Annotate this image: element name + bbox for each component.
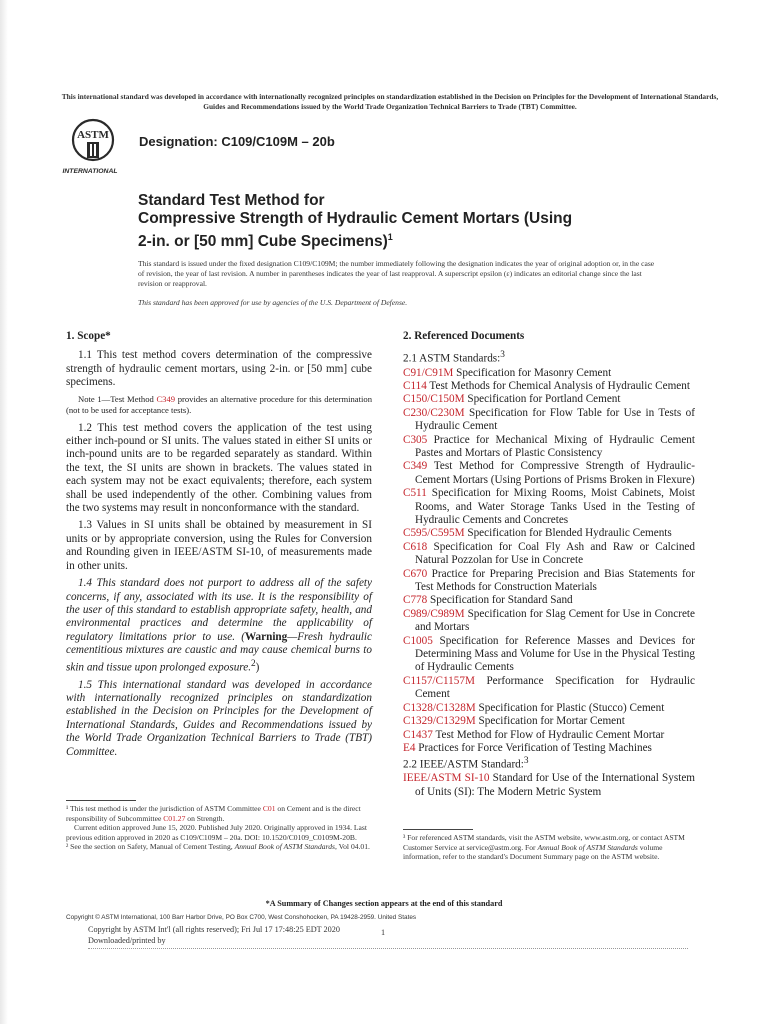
scope-heading: 1. Scope*	[66, 330, 111, 342]
page-number: 1	[381, 928, 386, 937]
cutoff-text-line	[88, 946, 688, 952]
document-title	[138, 192, 658, 251]
reference-link[interactable]: E4	[403, 741, 416, 754]
footnote-divider	[66, 800, 136, 801]
reference-link[interactable]: C989/C989M	[403, 607, 465, 620]
astm-standards-label: 2.1 ASTM Standards:$^3$	[403, 350, 505, 366]
reference-item: C618 Specification for Coal Fly Ash and Raw or Calcined Natural Pozzolan for Use in Concrete	[403, 540, 695, 567]
page-edge-shadow	[0, 0, 8, 1024]
reference-item: C778 Specification for Standard Sand	[403, 594, 573, 607]
footnote-1: ¹ This test method is under the jurisdiction of ASTM Committee C01 on Cement and is the direct responsibility of Subcommittee C01.27 on Strength.	[66, 804, 361, 823]
reference-link[interactable]: C305	[403, 433, 428, 446]
title-line-1: Standard Test Method for	[138, 192, 325, 209]
reference-item: C230/C230M Specification for Flow Table for Use in Tests of Hydraulic Cement	[403, 406, 695, 433]
reference-link[interactable]: C114	[403, 379, 427, 392]
reference-item: C511 Specification for Mixing Rooms, Moist Cabinets, Moist Rooms, and Water Storage Tanks Used in the Testing of Hydraulic Cements and Concretes	[403, 487, 695, 527]
referenced-documents-section	[403, 330, 695, 799]
reference-link[interactable]: C1005	[403, 634, 433, 647]
reference-link[interactable]: C349	[403, 460, 428, 473]
reference-item: C1157/C1157M Performance Specification for Hydraulic Cement	[403, 674, 695, 701]
footnotes-left	[66, 800, 372, 852]
reference-item: C305 Practice for Mechanical Mixing of Hydraulic Cement Pastes and Mortars of Plastic Consistency	[403, 433, 695, 459]
reference-item-ieee: IEEE/ASTM SI-10 Standard for Use of the International System of Units (SI): The Modern Metric System	[403, 772, 695, 798]
footnote-1-edition: Current edition approved June 15, 2020. Published July 2020. Originally approved in 1934. Last previous edition approved in 2020 as C109/C109M – 20a. DOI: 10.1520/C0109_C0109M-20B.	[66, 823, 367, 842]
logo-letters: ASTM	[77, 129, 109, 141]
refs-heading: 2. Referenced Documents	[403, 330, 525, 342]
reference-item: C1437 Test Method for Flow of Hydraulic Cement Mortar	[403, 728, 665, 741]
scope-1-2: 1.2 This test method covers the application of the test using either inch-pound or SI units. The values stated in either SI units or inch-pound units are to be regarded separately as standard. Within the text, the SI units are shown in brackets. The values stated in each system may not be exact equivalents; therefore, each system shall be used independently of the other. Combining values from the two systems may result in nonconformance with the standard.	[66, 421, 372, 515]
ref-link-ieee[interactable]: IEEE/ASTM SI-10	[403, 772, 490, 785]
standard-notice: This international standard was developed in accordance with internationally recognized principles on standardization established in the Decision on Principles for the Development of International Standards, Guides and Recommendations issued by the World Trade Organization Technical Barriers to Trade (TBT) Committee.	[61, 92, 719, 111]
reference-link[interactable]: C230/C230M	[403, 406, 465, 419]
reference-item: E4 Practices for Force Verification of Testing Machines	[403, 741, 652, 754]
reference-item: C91/C91M Specification for Masonry Cement	[403, 366, 612, 379]
reference-item: C1328/C1328M Specification for Plastic (Stucco) Cement	[403, 701, 665, 714]
ieee-standard-label: 2.2 IEEE/ASTM Standard:$^3$	[403, 756, 529, 772]
link-c01-27[interactable]: C01.27	[163, 813, 186, 823]
scope-1-5: 1.5 This international standard was developed in accordance with internationally recognized principles on standardization established in the Decision on Principles for the Development of International Standards, Guides and Recommendations issued by the World Trade Organization Technical Barriers to Trade (TBT) Committee.	[66, 678, 372, 758]
reference-item: C670 Practice for Preparing Precision and Bias Statements for Test Methods for Construction Materials	[403, 567, 695, 594]
reference-link[interactable]: C670	[403, 567, 428, 580]
scope-1-1: 1.1 This test method covers determination of the compressive strength of hydraulic cement mortars, using 2-in. or [50 mm] cube specimens.	[66, 349, 372, 389]
reference-item: C349 Test Method for Compressive Strength of Hydraulic-Cement Mortars (Using Portions of Prisms Broken in Flexure)	[403, 460, 695, 486]
reference-link[interactable]: C1328/C1328M	[403, 701, 476, 714]
reference-link[interactable]: C595/C595M	[403, 527, 465, 540]
logo-caption: INTERNATIONAL	[62, 168, 118, 175]
reference-item: C989/C989M Specification for Slag Cement for Use in Concrete and Mortars	[403, 607, 695, 634]
title-footnote-marker: 1	[387, 232, 393, 242]
reference-link[interactable]: C1157/C1157M	[403, 674, 475, 687]
issue-statement: This standard is issued under the fixed designation C109/C109M; the number immediately following the designation indicates the year of original adoption or, in the case of revision, the year of last revision. A number in parentheses indicates the year of last reapproval. A superscript epsilon (ε) indicates an editorial change since the last revision or reapproval.	[138, 259, 655, 288]
copyright-line: Copyright © ASTM International, 100 Barr Harbor Drive, PO Box C700, West Conshohocken, PA 19428-2959. United States	[66, 914, 417, 921]
scope-1-3: 1.3 Values in SI units shall be obtained by measurement in SI units or by appropriate conversion, using the Rules for Conversion and Rounding given in IEEE/ASTM SI-10, of measurements made in other units.	[66, 519, 372, 572]
astm-logo	[60, 118, 134, 178]
title-line-2: Compressive Strength of Hydraulic Cement Mortars (Using	[138, 210, 573, 227]
reference-list	[403, 367, 695, 756]
summary-of-changes-note: *A Summary of Changes section appears at the end of this standard	[265, 899, 503, 908]
reference-link[interactable]: C778	[403, 594, 428, 607]
scope-section	[66, 330, 372, 763]
footnote-3: ³ For referenced ASTM standards, visit the ASTM website, www.astm.org, or contact ASTM Customer Service at service@astm.org. For Annual Book of ASTM Standards volume information, refer to the standard's Document Summary page on the ASTM website.	[403, 829, 695, 862]
reference-link[interactable]: C1437	[403, 728, 433, 741]
title-line-3: 2-in. or [50 mm] Cube Specimens)	[138, 233, 388, 251]
designation: Designation: C109/C109M – 20b	[139, 134, 335, 149]
reference-item: C595/C595M Specification for Blended Hydraulic Cements	[403, 527, 672, 540]
printed-by: Copyright by ASTM Int'l (all rights reserved); Fri Jul 17 17:48:25 EDT 2020 Downloaded/printed by	[88, 925, 340, 945]
reference-item: C150/C150M Specification for Portland Cement	[403, 393, 621, 406]
reference-link[interactable]: C91/C91M	[403, 366, 454, 379]
reference-link[interactable]: C150/C150M	[403, 393, 465, 406]
footnote-2: ² See the section on Safety, Manual of Cement Testing, Annual Book of ASTM Standards, Vol 04.01.	[66, 842, 370, 852]
footnote-divider-right	[403, 829, 473, 830]
reference-item: C1329/C1329M Specification for Mortar Cement	[403, 715, 625, 728]
reference-item: C1005 Specification for Reference Masses and Devices for Determining Mass and Volume for Use in the Physical Testing of Hydraulic Cements	[403, 634, 695, 674]
note-1: Note 1—Test Method C349 provides an alternative procedure for this determination (not to be used for acceptance tests).	[66, 393, 372, 415]
reference-link[interactable]: C511	[403, 487, 427, 500]
dod-approval-note: This standard has been approved for use by agencies of the U.S. Department of Defense.	[138, 298, 408, 307]
link-c01[interactable]: C01	[262, 804, 276, 813]
reference-link[interactable]: C618	[403, 540, 428, 553]
scope-1-4: 1.4 This standard does not purport to address all of the safety concerns, if any, associated with its use. It is the responsibility of the user of this standard to establish appropriate safety, health, and environmental practices and determine the applicability of regulatory limitations prior to use. (Warning—Fresh hydraulic cementitious mixtures are caustic and may cause chemical burns to skin and tissue upon prolonged exposure.$^2$)	[66, 577, 372, 674]
link-c349[interactable]: C349	[156, 393, 176, 404]
reference-link[interactable]: C1329/C1329M	[403, 715, 476, 728]
reference-item: C114 Test Methods for Chemical Analysis of Hydraulic Cement	[403, 379, 690, 392]
